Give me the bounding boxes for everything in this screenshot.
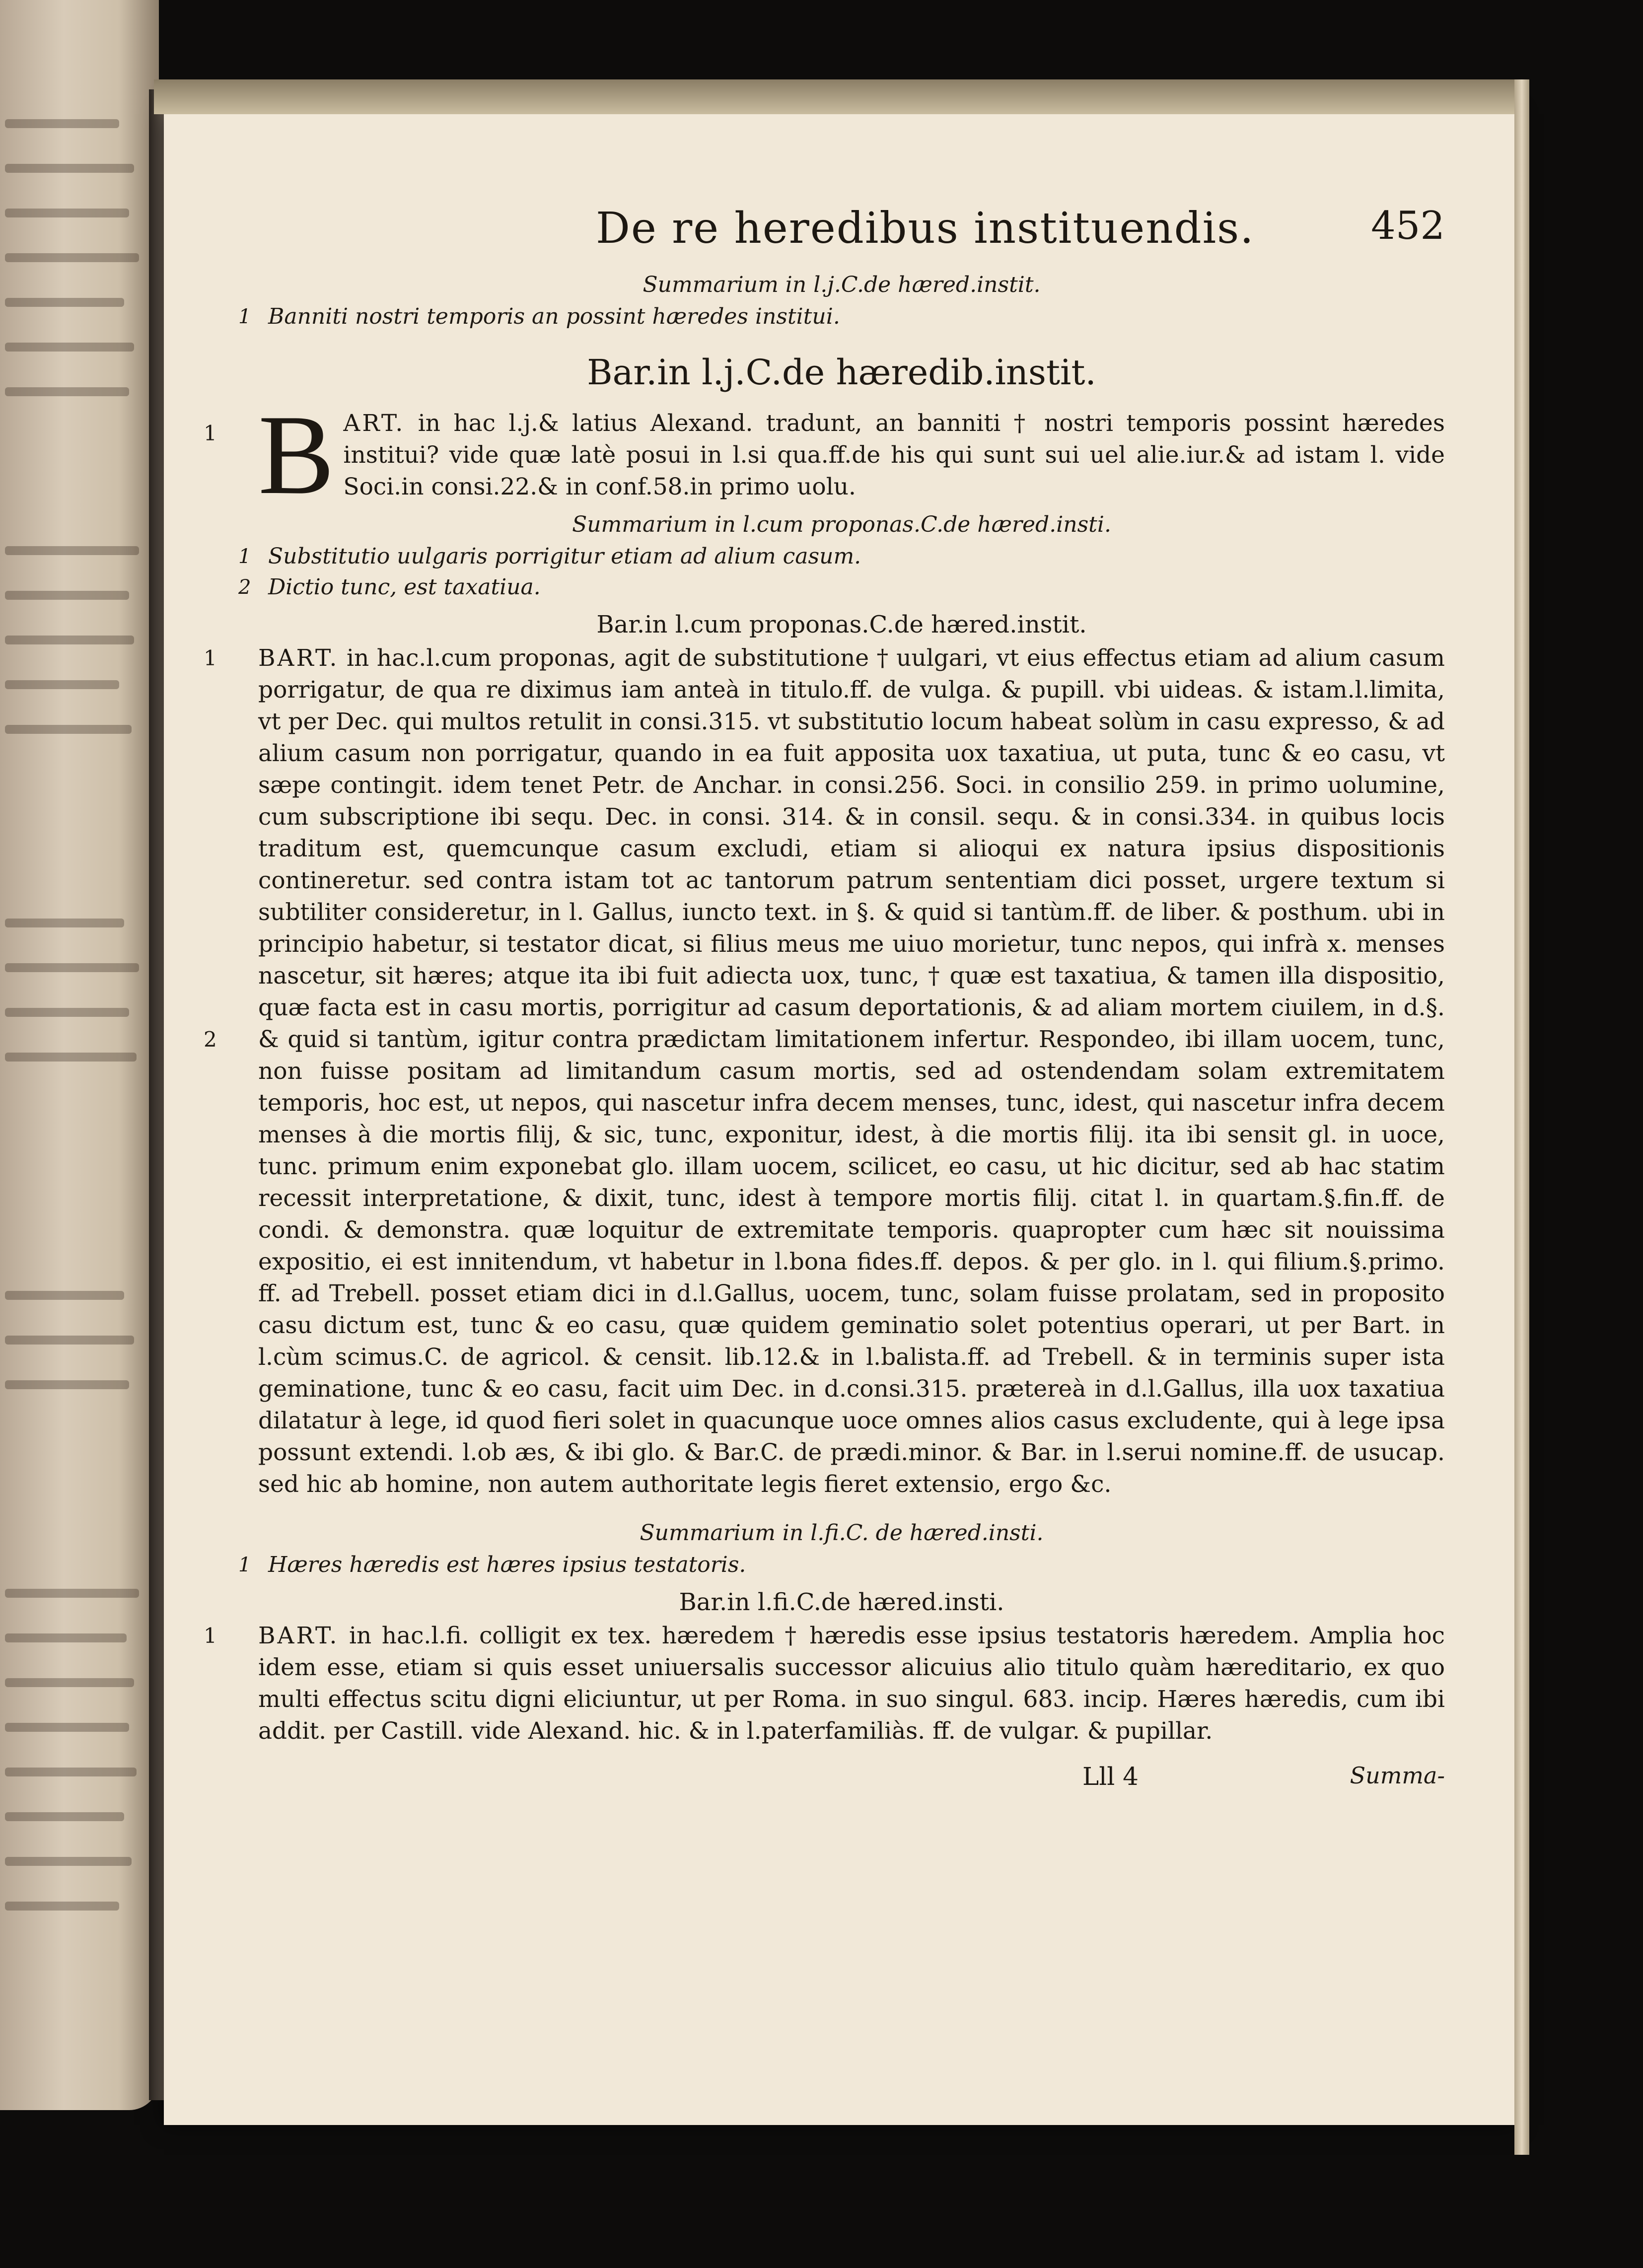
- facing-page-text-line: [5, 725, 132, 734]
- paragraph-text: in hac.l.cum proponas, agit de substitutione † uulgari, vt eius effectus etiam ad alium casum porrigatur, de qua re diximus iam anteà in titulo.ff. de vulga. & pupill. vbi uideas. & istam.l.limita, vt per Dec. qui multos retulit in consi.315. vt substitutio locum habeat solùm in casu expresso, & ad alium casum non porrigatur, quando in ea fuit apposita uox taxatiua, ut puta, tunc & eo casu, vt sæpe contingit. idem tenet Petr. de Anchar. in consi.256. Soci. in consilio 259. in primo uolumine, cum subscriptione ibi sequ. Dec. in consi. 314. & in consil. sequ. & in consi.334. in quibus locis traditum est, quemcunque casum excludi, etiam si alioqui ex natura ipsius dispositionis contineretur. sed contra istam tot ac tantorum patrum sententiam dici posset, urgere textum si subtiliter consideretur, in l. Gallus, iuncto text. in §. & quid si tantùm.ff. de liber. & posthum. ubi in principio habetur, si testator dicat, si filius meus me uiuo morietur, tunc nepos, qui infrà x. menses nascetur, sit hæres; atque ita ibi fuit adiecta uox, tunc, † quæ est taxatiua, & tamen illa dispositio, quæ facta est in casu mortis, porrigitur ad casum deportationis, & ad aliam mortem ciuilem, in d.§. & quid si tantùm, igitur contra prædictam limitationem infertur. Respondeo, ibi illam uocem, tunc, non fuisse positam ad limitandum casum mortis, sed ad ostendendam solam extremitatem temporis, hoc est, ut nepos, qui nascetur infra decem menses, tunc, idest, qui nascetur infra decem menses à die mortis filij, & sic, tunc, exponitur, idest, à die mortis filij. ita ibi sensit gl. in uoce, tunc. primum enim exponebat glo. illam uocem, scilicet, eo casu, ut hic dicitur, sed ab hac statim recessit interpretatione, & dixit, tunc, idest à tempore mortis filij. citat l. in quartam.§.fin.ff. de condi. & demonstra. quæ loquitur de extremitate temporis. quapropter cum hæc sit nouissima expositio, ei est innitendum, vt habetur in l.bona fides.ff. depos. & per glo. in l. qui filium.§.primo. ff. ad Trebell. posset etiam dici in d.l.Gallus, uocem, tunc, solam fuisse prolatam, sed in proposito casu dictum est, tunc & eo casu, quæ quidem geminatio solet potentius operari, ut per Bart. in l.cùm scimus.C. de agricol. & censit. lib.12.& in l.balista.ff. ad Trebell. & in terminis super ista geminatione, tunc & eo casu, facit uim Dec. in d.consi.315. prætereà in d.l.Gallus, illa uox taxatiua dilatatur à lege, id quod fieri solet in quacunque uoce omnes alios casus excludente, qui à lege ipsa possunt extendi. l.ob æs, & ibi glo. & Bar.C. de prædi.minor. & Bar. in l.serui nomine.ff. de usucap. sed hic ab homine, non autem authoritate legis fieret extensio, ergo &c.: [258, 644, 1445, 1498]
- facing-page-text-line: [5, 546, 139, 555]
- facing-page-text-line: [5, 680, 119, 689]
- facing-page-text-line: [5, 1678, 134, 1687]
- facing-page-text-line: [5, 209, 129, 217]
- commentary-paragraph: [204, 642, 1445, 1500]
- paragraph-lead: BART.: [258, 644, 339, 672]
- catchword: Summa-: [1350, 1762, 1445, 1789]
- facing-page-text-line: [5, 1902, 119, 1911]
- summary-title: Summarium in l.j.C.de hæred.instit.: [643, 272, 1041, 297]
- commentary-paragraph: [204, 391, 1445, 518]
- facing-page-text-line: [5, 1723, 129, 1732]
- facing-page-text-line: [5, 1008, 129, 1017]
- summary-item-text: Dictio tunc, est taxatiua.: [268, 574, 541, 600]
- facing-page-text-line: [5, 591, 129, 600]
- summary-item: [238, 301, 1445, 332]
- section-heading: Bar.in l.fi.C.de hæred.insti.: [679, 1588, 1004, 1616]
- margin-number: 1: [204, 421, 217, 445]
- facing-page-text-line: [5, 1589, 139, 1598]
- facing-page-text-line: [5, 1857, 132, 1866]
- section-heading: Bar.in l.j.C.de hæredib.instit.: [587, 352, 1096, 393]
- summary-item-text: Hæres hæredis est hæres ipsius testatoris.: [268, 1552, 746, 1577]
- paragraph-text: in hac l.j.& latius Alexand. tradunt, an banniti † nostri temporis possint hæredes institui? vide quæ latè posui in l.si qua.ff.de his qui sunt sui uel alie.iur.& ad istam l. vide Soci.in consi.22.& in conf.58.in primo uolu.: [343, 410, 1445, 500]
- paragraph-text: in hac.l.fi. colligit ex tex. hæredem † hæredis esse ipsius testatoris hæredem. Amplia hoc idem esse, etiam si quis esset uniuersalis successor alicuius alio titulo quàm hæreditario, ex quo multi effectus scitu digni eliciuntur, ut per Roma. in suo singul. 683. incip. Hæres hæredis, cum ibi addit. per Castill. vide Alexand. hic. & in l.paterfamiliàs. ff. de vulgar. & pupillar.: [258, 1622, 1445, 1745]
- facing-page-text-line: [5, 1053, 137, 1062]
- page-footer: [238, 1762, 1445, 1807]
- margin-number: 2: [204, 1027, 217, 1052]
- facing-page-text-line: [5, 1291, 124, 1300]
- facing-page-text-line: [5, 1768, 137, 1776]
- facing-page-text-line: [5, 343, 134, 352]
- summary-title: Summarium in l.cum proponas.C.de hæred.insti.: [572, 512, 1111, 537]
- signature-mark: Lll 4: [1082, 1762, 1139, 1791]
- facing-page: [0, 0, 159, 2110]
- summary-item-text: Substitutio uulgaris porrigitur etiam ad alium casum.: [268, 544, 861, 569]
- facing-page-text-line: [5, 1380, 129, 1389]
- paragraph-lead: ART.: [343, 410, 405, 437]
- summary-title: Summarium in l.fi.C. de hæred.insti.: [640, 1520, 1044, 1546]
- paragraph-lead: BART.: [258, 1622, 339, 1649]
- summary-item: [238, 572, 1445, 603]
- summary-item: [238, 541, 1445, 572]
- margin-number: 1: [204, 1624, 217, 1648]
- summary-item-number: 1: [238, 1554, 251, 1576]
- facing-page-text-line: [5, 253, 139, 262]
- summary-item-number: 1: [238, 305, 251, 328]
- text-block: [204, 204, 1445, 1807]
- facing-page-text-line: [5, 963, 139, 972]
- commentary-paragraph: [204, 1620, 1445, 1747]
- facing-page-text-line: [5, 1336, 134, 1345]
- facing-page-text-line: [5, 636, 134, 644]
- facing-page-text-line: [5, 919, 124, 927]
- facing-page-text-line: [5, 164, 134, 173]
- facing-page-text-line: [5, 119, 119, 128]
- running-head: [238, 204, 1445, 263]
- book-page: [164, 114, 1514, 2125]
- summary-item: [238, 1550, 1445, 1580]
- facing-page-text-line: [5, 387, 129, 396]
- summary-item-number: 2: [238, 576, 251, 599]
- summary-item-text: Banniti nostri temporis an possint hæredes institui.: [268, 304, 840, 329]
- facing-page-text-line: [5, 1812, 124, 1821]
- facing-page-text-line: [5, 1633, 127, 1642]
- section-heading: Bar.in l.cum proponas.C.de hæred.instit.: [596, 611, 1087, 638]
- margin-number: 1: [204, 646, 217, 670]
- page-number: 452: [1371, 204, 1445, 248]
- drop-cap: B: [258, 391, 335, 518]
- facing-page-text-line: [5, 298, 124, 307]
- running-title: De re heredibus instituendis.: [596, 204, 1255, 253]
- summary-item-number: 1: [238, 545, 251, 568]
